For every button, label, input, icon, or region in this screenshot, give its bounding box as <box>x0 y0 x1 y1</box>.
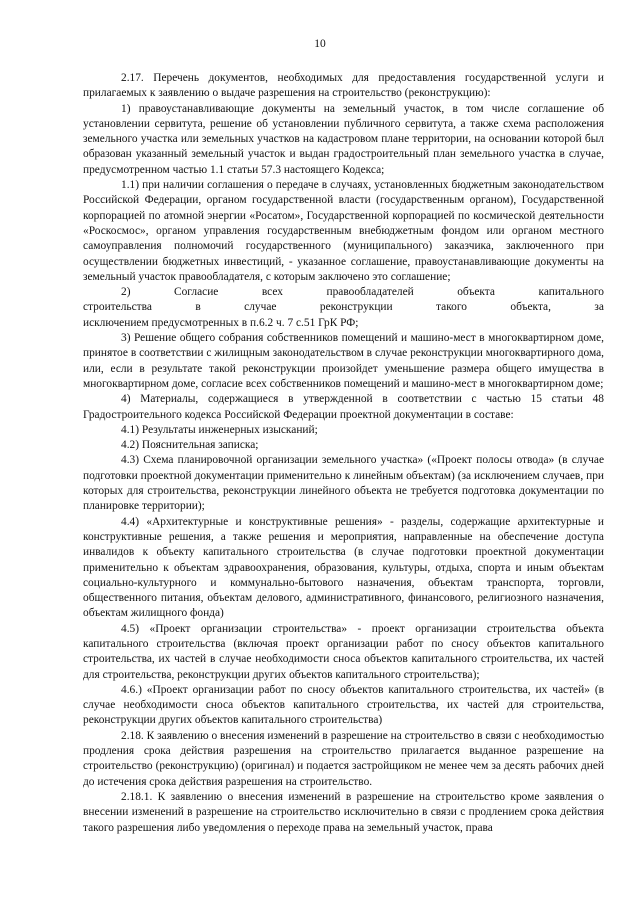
paragraph-item-1-1: 1.1) при наличии соглашения о передаче в случаях, установленных бюджетным законодательством Российской Федерации, органом государственной власти (государственным органом), Государственной корпорацией по атомной энергии «Росатом», Государственной корпорацией по космической деятельности «Роскосмос», органом управления государственным внебюджетным фондом или органом местного самоуправления полномочий государственного (муниципального) заказчика, заключенного при осуществлении бюджетных инвестиций, - указанное соглашение, правоустанавливающие документы на земельный участок правообладателя, с которым заключено это соглашение; <box>83 179 604 283</box>
page-number: 10 <box>314 38 326 50</box>
paragraph-item-2-line3: исключением предусмотренных в п.6.2 ч. 7 с.51 ГрК РФ; <box>83 316 359 329</box>
paragraph-item-4-2: 4.2) Пояснительная записка; <box>121 439 259 452</box>
paragraph-item-4-1: 4.1) Результаты инженерных изысканий; <box>121 423 318 436</box>
document-body <box>83 71 604 836</box>
paragraph-item-4-3: 4.3) Схема планировочной организации земельного участка» («Проект полосы отвода» (в случае подготовки проектной документации применительно к линейным объектам) (за исключением случаев, при которых для строительства, реконструкции линейного объекта не требуется подготовка документации по планировке территории); <box>83 454 604 513</box>
paragraph-item-3: 3) Решение общего собрания собственников помещений и машино-мест в многоквартирном доме, принятое в соответствии с жилищным законодательством в случае реконструкции многоквартирного дома, или, если в результате такой реконструкции произойдет уменьшение размера общего имущества в многоквартирном доме, согласие всех собственников помещений и машино-мест в многоквартирном доме; <box>83 332 604 390</box>
paragraph-item-2-line1: 2) Согласие всех правообладателей объекта капитального <box>121 286 604 299</box>
paragraph-2-18-1: 2.18.1. К заявлению о внесения изменений в разрешение на строительство кроме заявления о внесении изменений в разрешение на строительство исключительно в связи с продлением срока действия такого разрешения либо уведомления о переходе права на земельный участок, права <box>83 790 604 834</box>
paragraph-2-17: 2.17. Перечень документов, необходимых для предоставления государственной услуги и прилагаемых к заявлению о выдаче разрешения на строительство (реконструкцию): <box>83 72 604 100</box>
paragraph-item-4-4: 4.4) «Архитектурные и конструктивные решения» - разделы, содержащие архитектурные и конструктивные решения, а также решения и мероприятия, направленные на обеспечение доступа инвалидов к объекту капитального строительства (в случае подготовки проектной документации применительно к объектам здравоохранения, образования, культуры, отдыха, спорта и иным объектам социально-культурного и коммунально-бытового назначения, объектам транспорта, торговли, общественного питания, объектам делового, административного, финансового, религиозного назначения, объектам жилищного фонда) <box>83 515 604 620</box>
paragraph-item-2-line2: строительства в случае реконструкции такого объекта, за <box>83 301 604 314</box>
paragraph-item-4-6: 4.6.) «Проект организации работ по сносу объектов капитального строительства, их частей» (в случае необходимости сноса объектов капитального строительства, их частей для строительства, реконструкции других объектов капитального строительства) <box>83 683 604 727</box>
paragraph-item-1: 1) правоустанавливающие документы на земельный участок, в том числе соглашение об установлении сервитута, решение об установлении публичного сервитута, а также схема расположения земельного участка или земельных участков на кадастровом плане территории, на основании которой был образован указанный земельный участок и выдан градостроительный план земельного участка в случае, предусмотренном частью 1.1 статьи 57.3 настоящего Кодекса; <box>83 102 604 176</box>
paragraph-item-4-5: 4.5) «Проект организации строительства» - проект организации строительства объекта капитального строительства (включая проект организации работ по сносу объектов капитального строительства, их частей в случае необходимости сноса объектов капитального строительства, их частей для строительства, реконструкции других объектов капитального строительства); <box>83 622 604 681</box>
paragraph-item-4: 4) Материалы, содержащиеся в утвержденной в соответствии с частью 15 статьи 48 Градостроительного кодекса Российской Федерации проектной документации в составе: <box>83 393 604 421</box>
paragraph-2-18: 2.18. К заявлению о внесения изменений в разрешение на строительство в связи с необходимостью продления срока действия разрешения на строительство прилагается выданное разрешение на строительство (реконструкцию) (оригинал) и подается застройщиком не менее чем за десять рабочих дней до истечения срока действия разрешения на строительство. <box>83 729 604 788</box>
